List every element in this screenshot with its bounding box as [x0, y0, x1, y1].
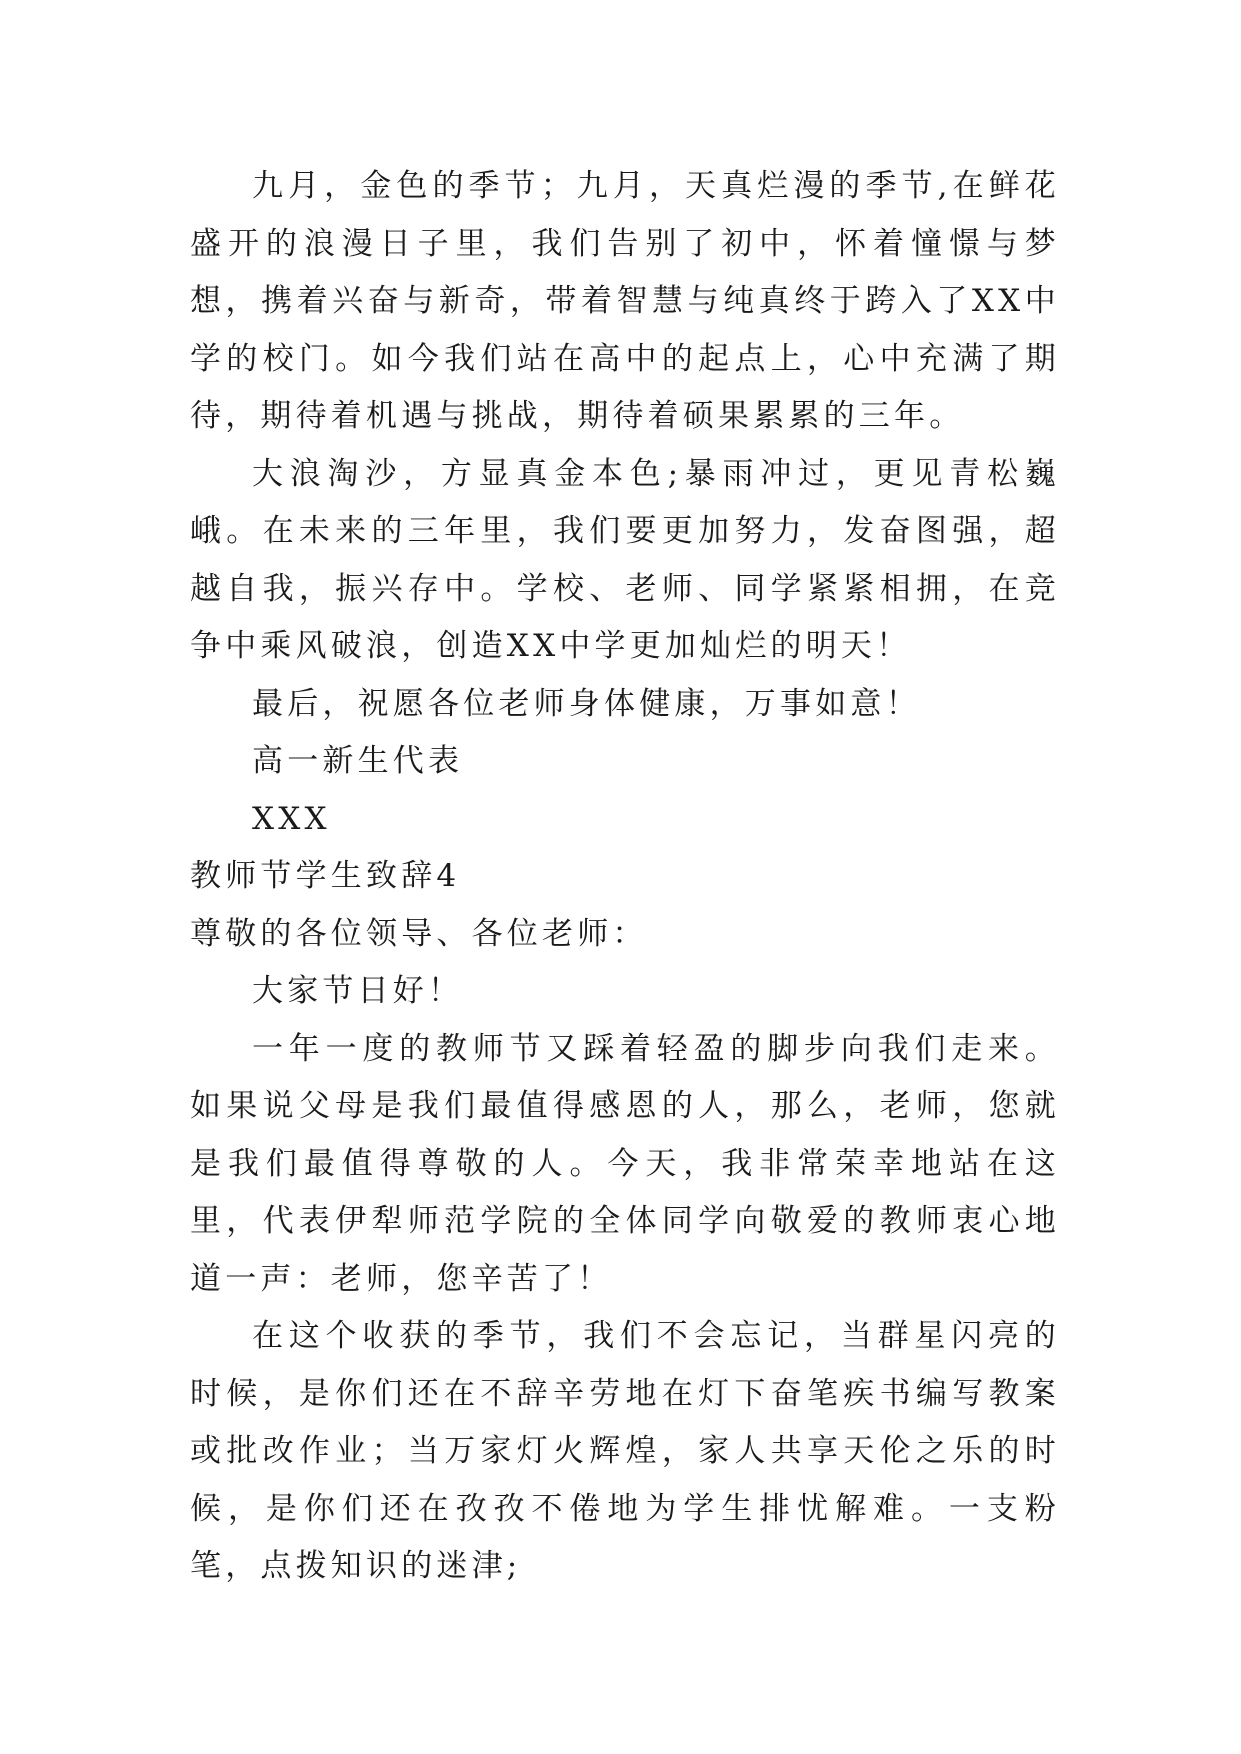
document-page — [190, 158, 1060, 1596]
salutation: 尊敬的各位领导、各位老师： — [190, 915, 648, 952]
paragraph-wishes: 最后，祝愿各位老师身体健康，万事如意！ — [252, 685, 921, 722]
paragraph-future: 大浪淘沙，方显真金本色;暴雨冲过，更见青松巍峨。在未来的三年里，我们要更加努力，发奋图强，超越自我，振兴存中。学校、老师、同学紧紧相拥，在竞争中乘风破浪，创造XX中学更加灿烂的明天！ — [190, 455, 1060, 664]
section-title: 教师节学生致辞4 — [190, 858, 461, 894]
paragraph-autumn: 九月，金色的季节；九月，天真烂漫的季节,在鲜花盛开的浪漫日子里，我们告别了初中，怀着憧憬与梦想，携着兴奋与新奇，带着智慧与纯真终于跨入了XX中学的校门。如今我们站在高中的起点上，心中充满了期待，期待着机遇与挑战，期待着硕果累累的三年。 — [190, 168, 1060, 434]
paragraph-harvest-season: 在这个收获的季节，我们不会忘记，当群星闪亮的时候，是你们还在不辞辛劳地在灯下奋笔疾书编写教案或批改作业；当万家灯火辉煌，家人共享天伦之乐的时候，是你们还在孜孜不倦地为学生排忧解难。一支粉笔，点拨知识的迷津; — [190, 1318, 1060, 1584]
signature-name: XXX — [252, 800, 331, 837]
paragraph-teachers-day: 一年一度的教师节又踩着轻盈的脚步向我们走来。如果说父母是我们最值得感恩的人，那么，老师，您就是我们最值得尊敬的人。今天，我非常荣幸地站在这里，代表伊犁师范学院的全体同学向敬爱的教师衷心地道一声：老师，您辛苦了！ — [190, 1030, 1060, 1297]
signature-role: 高一新生代表 — [252, 743, 464, 779]
greeting: 大家节日好！ — [252, 973, 464, 1009]
